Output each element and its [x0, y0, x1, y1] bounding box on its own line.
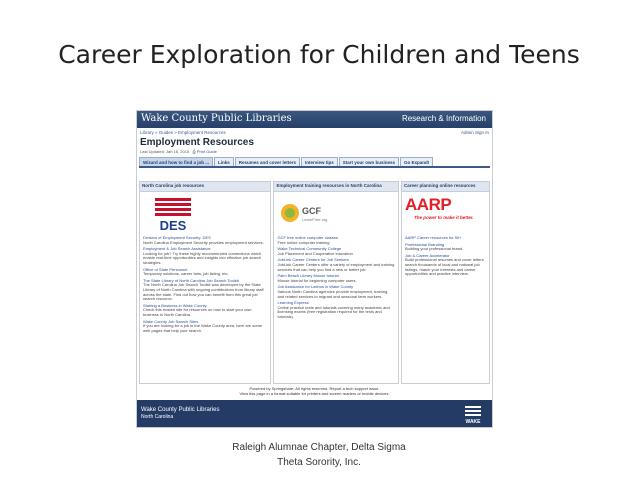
list-item-link[interactable]: Job & Career Accelerator [405, 252, 450, 258]
list-item-link[interactable]: Wake County Job Search Sites [143, 318, 199, 324]
list-item-link[interactable]: Division of Employment Security: DES [143, 235, 211, 240]
list-item-link[interactable]: Professional Branding [405, 241, 445, 247]
aarp-tagline: The power to make it better. [414, 215, 474, 220]
column-nc-job-resources [139, 181, 271, 384]
list-item-desc: Temporary solutions, career fairs, job listing, etc. [143, 271, 229, 277]
list-item-desc: Job Placement and Cooperative education [277, 250, 353, 256]
gcf-logo-icon [278, 195, 338, 233]
resource-list [402, 236, 489, 277]
column-heading: Career planning online resources [402, 182, 489, 192]
tab-links[interactable]: Links [214, 157, 234, 166]
list-item-link[interactable]: Office of State Personnel [143, 266, 188, 272]
des-flag-icon [145, 194, 205, 234]
list-item-desc: Building your professional brand [405, 246, 463, 252]
caption-line-2: Theta Sorority, Inc. [277, 457, 361, 468]
list-item-link[interactable]: JobLink Career Centers for Job Seekers [277, 257, 349, 263]
wake-logo-icon [462, 404, 486, 424]
wake-logo-text: WAKE [465, 419, 481, 424]
list-item-link[interactable]: GCF free online computer classes [277, 235, 338, 240]
column-heading: North Carolina job resources [140, 182, 270, 192]
admin-sign-in-link[interactable]: Admin Sign In [460, 130, 489, 135]
powered-by-note [137, 386, 492, 396]
list-item-link[interactable]: Starting a Business in Wake County [143, 302, 207, 308]
library-page-screenshot [136, 110, 493, 428]
list-item-desc: The North Carolina Job Search Toolkit was developed by the State Library of North Carolina with ongoing contributions from library staff across the state. Find out how you can benefit from this great job search resource. [143, 282, 264, 302]
research-tab[interactable]: Research & Information [401, 114, 486, 123]
print-guide-link[interactable]: Print Guide [196, 149, 217, 154]
list-item-desc: JobLink Career Centers offer a variety of employment and training services that can help you find a new or better job. [277, 261, 395, 272]
breadcrumb [137, 128, 492, 136]
footer-subtitle: North Carolina [141, 414, 174, 420]
des-logo-text: DES [159, 218, 187, 233]
gcf-logo[interactable] [274, 192, 398, 234]
site-footer [137, 400, 492, 427]
list-item-desc: Online practice tests and tutorials covering many academic and licensing exams (free registration required for the tests and tutorials). [277, 304, 390, 319]
column-heading: Employment training resources in North Carolina [274, 182, 398, 192]
list-item-link[interactable]: Palm Beach Library Mouse tutorial [277, 273, 339, 279]
page-meta [140, 149, 492, 155]
resource-list [140, 236, 270, 333]
list-item-desc: Check this trusted site for resources on how to start your own business in North Carolina. [143, 307, 252, 317]
guide-tabs [139, 157, 490, 168]
list-item-link[interactable]: Wake Technical Community College [277, 246, 342, 252]
page-title: Employment Resources [140, 137, 254, 148]
aarp-logo-text: AARP [405, 195, 452, 214]
tab-start-business[interactable]: Start your own business [339, 157, 399, 166]
list-item-link[interactable]: Job Assistance for Latinos in Wake County [277, 284, 354, 290]
site-header [137, 111, 492, 128]
resource-columns [139, 181, 490, 384]
last-updated: Last Updated: Jan 16, 2015 [140, 149, 190, 154]
tab-wizard[interactable]: Wizard and how to find a job ... [139, 157, 213, 166]
list-item-desc: If you are looking for a job in the Wake County area, here are some web pages that help your search. [143, 323, 263, 333]
aarp-logo[interactable] [402, 192, 489, 234]
list-item-desc: Looking for job? Try these highly recommended connections which enable real-time opportunities and insights into effective job search strategies. [143, 250, 262, 265]
footer-title: Wake County Public Libraries [141, 407, 220, 413]
column-training-resources [273, 181, 399, 384]
resource-list [274, 236, 398, 320]
tab-go-expand[interactable]: Go Expand! [400, 157, 433, 166]
slide-title: Career Exploration for Children and Teens [58, 40, 580, 69]
column-career-planning [401, 181, 490, 384]
svg-text:GCF: GCF [302, 206, 322, 216]
tab-interview-tips[interactable]: Interview tips [301, 157, 338, 166]
print-icon[interactable]: ⎙ [192, 149, 196, 154]
des-logo[interactable] [140, 192, 270, 234]
powered-by-text[interactable]: Powered by Springshare; All rights reserved. Report a tech support issue. [249, 386, 380, 391]
list-item-desc: Free online computer training [277, 239, 330, 245]
print-format-text[interactable]: View this page in a format suitable for printers and screen readers or mobile devices. [239, 391, 390, 396]
list-item-link[interactable]: Employment & Job Search Assistance [143, 246, 211, 252]
list-item-link[interactable]: Learning Express [277, 300, 309, 306]
list-item-link[interactable]: The State Library of North Carolina Job Search Toolkit [143, 277, 239, 283]
breadcrumb-links[interactable]: Library » Guides » Employment Resources [140, 130, 226, 135]
tab-resumes[interactable]: Resumes and cover letters [235, 157, 300, 166]
list-item-link[interactable]: AARP Career resources for 50+ [405, 235, 462, 240]
list-item-desc: Mouse tutorial for beginning computer users. [277, 277, 357, 283]
list-item-desc: North Carolina Employment Security provides employment services. [143, 239, 264, 245]
site-title[interactable]: Wake County Public Libraries [141, 113, 292, 124]
list-item-desc: Build professional resumes and cover letters search thousands of local and national job listings, match your interests and career opportunities and practice interview. [405, 257, 484, 277]
list-item-desc: Various North Carolina agencies provide employment, training, and related services to migrant and seasonal farm workers. [277, 288, 389, 299]
caption-line-1: Raleigh Alumnae Chapter, Delta Sigma [232, 442, 406, 453]
svg-text:LearnFree.org: LearnFree.org [302, 217, 328, 222]
